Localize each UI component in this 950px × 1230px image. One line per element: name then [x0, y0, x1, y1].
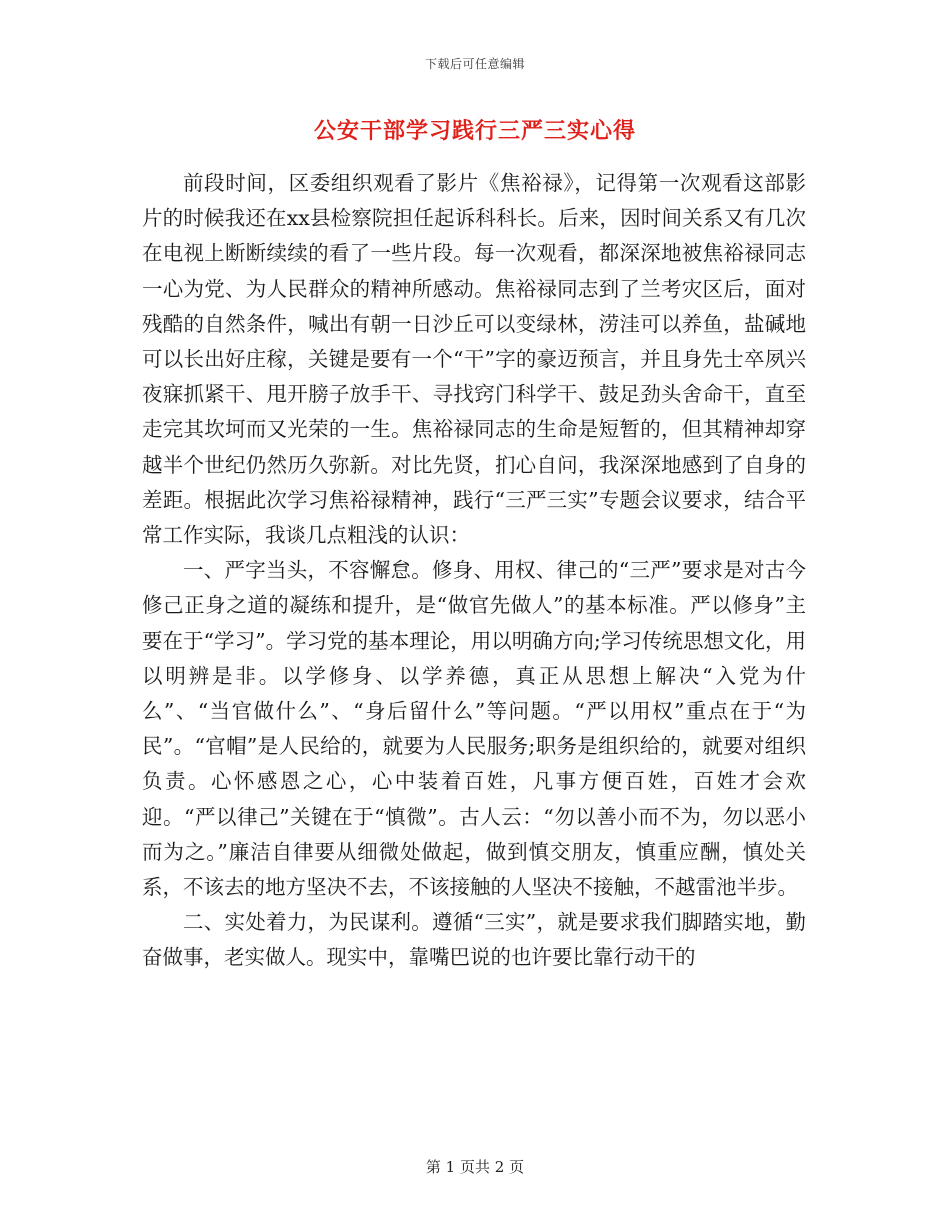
header-note: 下载后可任意编辑 [424, 57, 525, 71]
paragraph-section-two: 二、实处着力，为民谋利。遵循“三实”，就是要求我们脚踏实地，勤奋做事，老实做人。现实中，靠嘴巴说的也许要比靠行动干的 [142, 910, 806, 970]
paragraph-section-one: 一、严字当头，不容懈怠。修身、用权、律己的“三严”要求是对古今修己正身之道的凝练和提升，是“做官先做人”的基本标准。严以修身”主要在于“学习”。学习党的基本理论，用以明确方向;学习传统思想文化，用以明辨是非。以学修身、以学养德，真正从思想上解决“入党为什么”、“当官做什么”、“身后留什么”等问题。“严以用权”重点在于“为民”。“官帽”是人民给的，就要为人民服务;职务是组织给的，就要对组织负责。心怀感恩之心，心中装着百姓，凡事方便百姓，百姓才会欢迎。“严以律己”关键在于“慎微”。古人云：“勿以善小而不为，勿以恶小而为之。”廉洁自律要从细微处做起，做到慎交朋友，慎重应酬，慎处关系，不该去的地方坚决不去，不该接触的人坚决不接触，不越雷池半步。 [142, 558, 806, 900]
document-title: 公安干部学习践行三严三实心得 [313, 118, 636, 144]
page-footer: 第 1 页共 2 页 [425, 1158, 525, 1176]
document-body [142, 166, 806, 976]
paragraph-intro: 前段时间，区委组织观看了影片《焦裕禄》，记得第一次观看这部影片的时候我还在xx县检察院担任起诉科科长。后来，因时间关系又有几次在电视上断断续续的看了一些片段。每一次观看，都深深地被焦裕禄同志一心为党、为人民群众的精神所感动。焦裕禄同志到了兰考灾区后，面对残酷的自然条件，喊出有朝一日沙丘可以变绿林，涝洼可以养鱼，盐碱地可以长出好庄稼，关键是要有一个“干”字的豪迈预言，并且身先士卒夙兴夜寐抓紧干、甩开膀子放手干、寻找窍门科学干、鼓足劲头舍命干，直至走完其坎坷而又光荣的一生。焦裕禄同志的生命是短暂的，但其精神却穿越半个世纪仍然历久弥新。对比先贤，扪心自问，我深深地感到了自身的差距。根据此次学习焦裕禄精神，践行“三严三实”专题会议要求，结合平常工作实际，我谈几点粗浅的认识： [142, 171, 806, 548]
